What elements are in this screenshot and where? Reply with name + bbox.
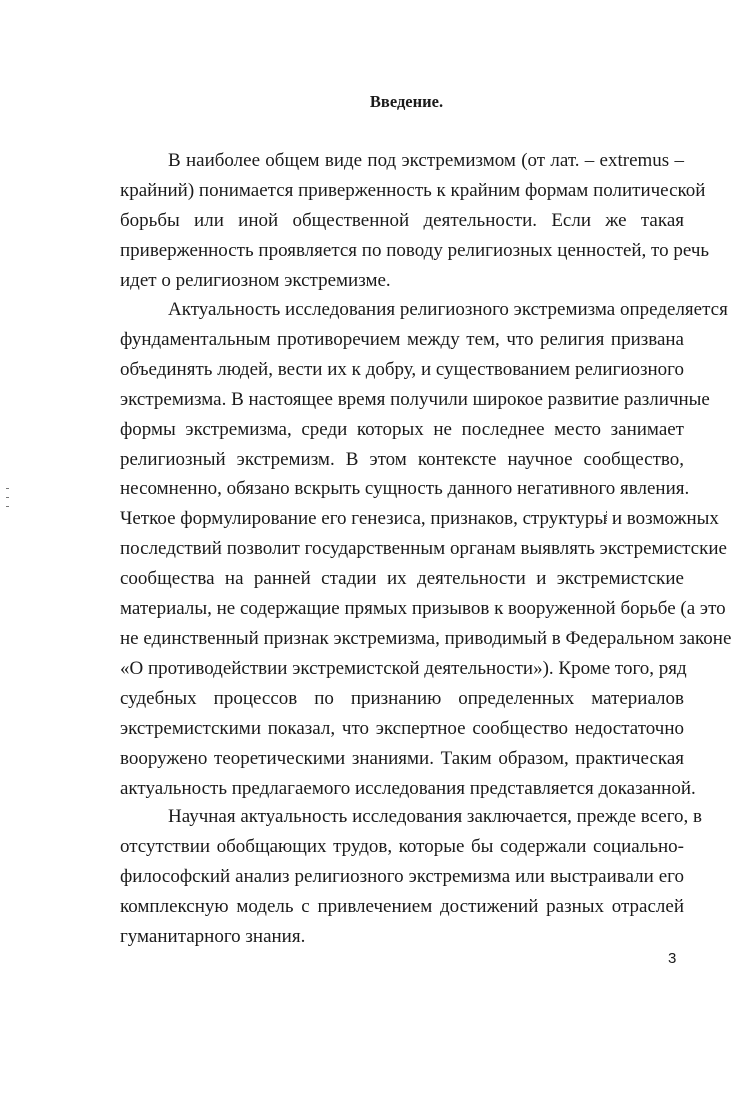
- text-line: экстремистскими показал, что экспертное сообщество недостаточно: [120, 717, 684, 739]
- paragraph-1: [120, 146, 710, 296]
- text-line: вооружено теоретическими знаниями. Таким образом, практическая: [120, 747, 684, 769]
- text-line: не единственный признак экстремизма, приводимый в Федеральном законе: [120, 627, 732, 649]
- margin-scan-marks: [6, 488, 10, 524]
- text-line: Научная актуальность исследования заключается, прежде всего, в: [168, 806, 703, 827]
- text-line: отсутствии обобщающих трудов, которые бы содержали социально-: [120, 835, 684, 857]
- text-line: борьбы или иной общественной деятельности. Если же такая: [120, 209, 684, 231]
- text-line: объединять людей, вести их к добру, и существованием религиозного: [120, 358, 684, 380]
- text-line: последствий позволит государственным органам выявлять экстремистские: [120, 538, 727, 560]
- text-line: крайний) понимается приверженность к крайним формам политической: [120, 179, 706, 201]
- margin-mark: [6, 506, 9, 507]
- text-line: актуальность предлагаемого исследования представляется доказанной.: [120, 777, 696, 799]
- paragraph-3: [120, 802, 703, 952]
- scan-artifact: [606, 511, 609, 521]
- text-line: философский анализ религиозного экстремизма или выстраивали его: [120, 865, 684, 887]
- text-line: материалы, не содержащие прямых призывов к вооруженной борьбе (а это: [120, 598, 726, 620]
- text-line: гуманитарного знания.: [120, 925, 306, 947]
- margin-mark: [6, 497, 9, 498]
- text-line: «О противодействии экстремистской деятельности»). Кроме того, ряд: [120, 657, 687, 679]
- text-line: формы экстремизма, среди которых не последнее место занимает: [120, 418, 684, 440]
- text-line: идет о религиозном экстремизме.: [120, 269, 391, 291]
- text-line: Актуальность исследования религиозного экстремизма определяется: [168, 299, 728, 320]
- text-line: В наиболее общем виде под экстремизмом (от лат. – extremus –: [168, 150, 684, 171]
- text-line: религиозный экстремизм. В этом контексте научное сообщество,: [120, 448, 684, 470]
- text-line: Четкое формулирование его генезиса, признаков, структуры и возможных: [120, 508, 719, 530]
- text-line: несомненно, обязано вскрыть сущность данного негативного явления.: [120, 478, 690, 500]
- margin-mark: [6, 488, 9, 489]
- page-number: 3: [668, 950, 677, 967]
- text-line: экстремизма. В настоящее время получили широкое развитие различные: [120, 388, 710, 410]
- page-heading: Введение.: [369, 92, 444, 111]
- text-line: приверженность проявляется по поводу религиозных ценностей, то речь: [120, 239, 710, 261]
- text-line: судебных процессов по признанию определенных материалов: [120, 687, 684, 709]
- paragraph-2: [120, 295, 732, 803]
- text-line: сообщества на ранней стадии их деятельности и экстремистские: [120, 568, 684, 590]
- text-line: комплексную модель с привлечением достижений разных отраслей: [120, 895, 684, 917]
- text-line: фундаментальным противоречием между тем, что религия призвана: [120, 328, 684, 350]
